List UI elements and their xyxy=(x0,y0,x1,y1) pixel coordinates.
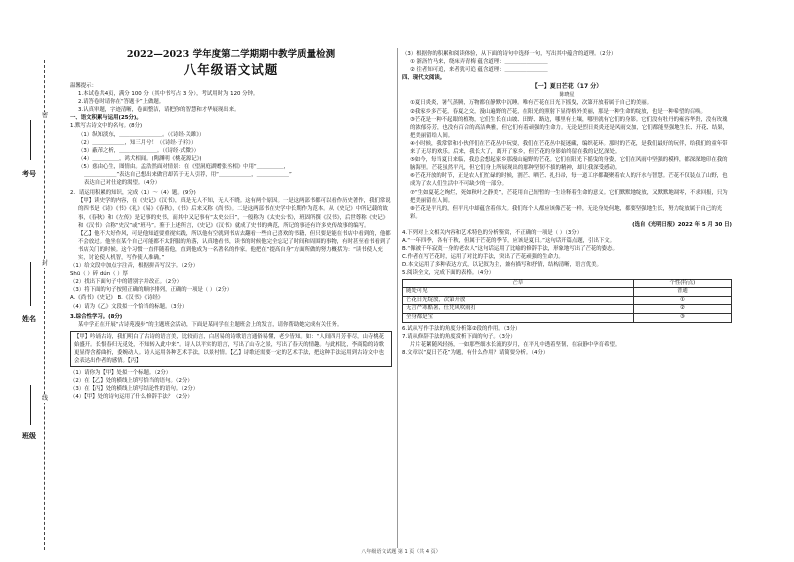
q2-item: （3）将下面的句子按照正确的顺序排列，正确的一项是（ ）（2分） xyxy=(70,287,233,294)
note-line: 1.本试卷共4页，满分 100 分（其中书写占 3 分），考试用时为 120 分钟。 xyxy=(78,91,259,98)
q3-box xyxy=(70,331,392,367)
seal-mark-xian: 线 xyxy=(41,395,48,402)
q3-item: （4）【甲】处的诗句运用了什么修辞手法？（2分） xyxy=(70,394,193,401)
carry-question: （3）根据你的积累和阅读体验，从下面的诗句中选择一句，写出其中蕴含的道理。（2分） xyxy=(402,51,617,57)
table-answer-cell[interactable]: ③ xyxy=(633,313,731,322)
student-name-label: 姓名 xyxy=(22,315,36,323)
exam-number-label: 考号 xyxy=(22,170,36,178)
table-cell: 随处可见 xyxy=(403,288,634,297)
exam-number-blank[interactable] xyxy=(30,120,31,160)
carry-option: ② 往者知可追，来者犹可追 蕴含道理：＿＿＿＿＿＿＿＿ xyxy=(410,67,548,74)
q2-item: （4）请为《乙》文段拟一个恰当的标题。（3分） xyxy=(70,303,188,310)
question-5: 5.阅读全文，完成下面的表格。（4分） xyxy=(402,270,495,277)
q1-line: （4）＿＿＿＿＿，鸿犬相闻。(陶渊明《桃花源记》) xyxy=(78,155,202,162)
table-header-cell: 个性(特点) xyxy=(633,279,731,288)
passage-paragraph: ⑧芒花是平凡的，但平凡中却蕴含着伟大。我们每个人都应该像芒花一样，无论身处何地，都要坚强地生长，努力绽放属于自己的光彩。 xyxy=(410,205,723,220)
q1-line: （2）＿＿＿＿＿＿，知三月兮！（《诗经·子衿》） xyxy=(78,139,197,146)
q2-item: （2）找出下面句子中的错别字并改正。（2分） xyxy=(70,279,182,286)
table-cell: 无言严寒酷暑，任凭风吹雨打 xyxy=(403,305,634,314)
q1-line: （5）慈由心生，图情由。孟浩然面对情景：在《望洞庭湖赠张丞相》中用“＿＿＿＿＿， xyxy=(78,163,290,170)
q1-line: ＿＿＿＿＿＿”表达自己想出来做官却苦于无人引荐，用“＿＿＿＿＿＿，＿＿＿＿＿＿” xyxy=(84,172,292,179)
passage-paragraph: ①夏日炎炎，暑气蒸腾，万物都在静默中沉睡。唯有芒花在日光下摇曳，次第开放着属于自己的美丽。 xyxy=(410,100,653,107)
q2-item: （1）给文段中加点字注音，根据拼音写汉字。（2分） xyxy=(70,263,199,270)
carry-option: ① 浙沥竹马来，绕床弄青梅 蕴含道理：＿＿＿＿＿＿＿＿ xyxy=(410,59,548,66)
question-2: 2．请运用积累的知识，完成（1）～（4）题。(9分) xyxy=(70,190,196,197)
table-header-row xyxy=(403,279,732,288)
passage-paragraph: ⑥芒花开放的时节，正是农人们忙碌的时候，割芒、晒芒、扎扫帚，每一道工序都凝聚着农人的汗水与智慧。芒花不仅装点了山野，也成为了农人们生活中不可缺少的一部分。 xyxy=(410,173,728,188)
note-line: 3.认真审题，字迹清晰，卷面整洁，请把你的智慧和才华展现出来。 xyxy=(78,107,240,114)
passage-paragraph: ②我家乡多芒花，春夏之交，漫山遍野的芒花，在阳光的照射下显得格外美丽，那是一种生命的绽放，也是一种希望的召唤。 xyxy=(410,108,706,115)
q3-item: （1）请你为【甲】处拟一个标题。（2分） xyxy=(70,370,172,377)
q3-box-text: 【甲】吟诵古诗，我们明白了古诗的语言美，比较而言，白居易的诗歌语言通俗易懂，老少皆知。如：“人间四月芳菲尽，山寺桃花始盛开。长恨春归无觅处，不知转入此中来”。诗人以平实的语言，写出了山寺之景，写出了春天的情趣。与此相比，李商隐的诗歌更显得含蓄曲折，委婉动人。诗人运用各种艺术手法，以景衬情。【乙】诗歌还需要一定的艺术手法，把这种手法运用到古诗文中也会表达出作者的感情。【丙】 xyxy=(74,333,385,365)
reading-title: 【一】夏日芒花（17 分） xyxy=(531,83,603,91)
reading-author: 陈晓星 xyxy=(559,92,575,99)
table-cell: 全身都是宝 xyxy=(403,313,634,322)
note-line: 2.请答卷时请你在“答题卡”上做题。 xyxy=(78,99,165,106)
question-8: 8.文章以“夏日芒花”为题，有什么作用？请简要分析。（4分） xyxy=(402,349,549,356)
q1-line: 表达自己对仕途的渴望。（4分） xyxy=(84,180,161,187)
answer-table xyxy=(402,279,732,323)
table-answer-cell[interactable]: ① xyxy=(633,296,731,305)
passage-paragraph: ④小时候，我常常和小伙伴们在芒花丛中玩耍，我们在芒花丛中捉迷藏，编织花环。那时的芒花，是我们最好的玩伴，给我们的童年带来了无尽的欢乐。后来，我长大了，离开了家乡，但芒花的身影始终留在我的记忆深处。 xyxy=(410,140,728,156)
q7-sentence: 片片花絮随风轻扬，一如那些细水长流的岁月，在平凡中透着坚韧，在寂静中孕育希望。 xyxy=(410,341,621,348)
q3-intro: 某中学正在开展“古诗苑漫步”的主题班会活动，下面是某同学在主题班会上的发言，请你帮助她完成有关任务。 xyxy=(78,321,343,328)
exam-subtitle: 八年级语文试题 xyxy=(183,62,279,77)
exam-title: 2022—2023 学年度第二学期期中教学质量检测 xyxy=(126,49,336,60)
q4-option: D.本文运用了多种表达方式，以记叙为主，兼有描写和抒情，结构清晰，语言优美。 xyxy=(402,262,602,269)
page-footer: 八年级语文试题 第 1 页（共 4 页） xyxy=(361,549,441,555)
q3-item: （2）在【乙】处的横线上填写恰当的语句。（2分） xyxy=(70,378,193,385)
q2-item: A.《尚书》《史记》 B.《汉书》《诗经》 xyxy=(70,295,164,302)
seal-mark-mi: 密 xyxy=(41,112,48,119)
q2-passage-b: 【乙】他不大好作风，可是他知道要重视实践，所以他有空就到书店去翻看一些自己喜欢的书籍，但只要是能在书店中看到的，他都不会放过。他坐在某个自己可能都不太舒服的角落，认真地看书，读书的时候他完全忘记了时间和周围的事物，有时甚至看书看到了书店关门的时候。这个习惯一直伴随着他，直到他成为一名著名的作家。他把在“提高自身”方面所做的努力概括为：“读书使人充实，讨论使人机智，写作使人准确。” xyxy=(78,230,391,261)
q4-option: B.“像被千年寂寞一身的老农人”这句话运用了比喻的修辞手法，形象地写出了芒花的姿态。 xyxy=(402,246,618,253)
q4-option: A.“一年四季，各有千秋，但属于芒花的季节，应该是夏日。”这句话开篇点题，引出下文。 xyxy=(402,238,616,245)
table-header-cell: 芒草 xyxy=(403,279,634,288)
passage-paragraph: ⑦“生如夏花之绚烂，死如秋叶之静美”，芒花用自己短暂的一生诠释着生命的意义。它们默默地绽放，又默默地凋零，不求回报，只为把美丽留在人间。 xyxy=(410,189,728,204)
q1-line: （3）蔽芾之析，＿＿＿＿＿＿＿。（《诗经·式微》） xyxy=(78,147,200,154)
q2-item: Shū（ ）碎 dún（ ）厚 xyxy=(70,271,128,278)
notes-heading: 温馨提示： xyxy=(70,83,97,89)
class-label: 班级 xyxy=(22,432,36,440)
left-column xyxy=(70,48,392,402)
seal-mark-feng: 封 xyxy=(41,260,48,267)
seal-line xyxy=(44,60,45,550)
passage-paragraph: ③芒花是一种不起眼的植物，它们生长在山坡、田野、路边，哪里有土壤，哪里就有它们的身影。它们没有牡丹的雍容华贵，没有玫瑰的浓郁芬芳，也没有百合的高洁典雅，但它们有着顽强的生命力。无论是烈日炎炎还是风雨交加，它们都能坚强地生长、开花、结果，把美丽留给人间。 xyxy=(410,116,729,139)
right-column xyxy=(402,50,732,357)
table-cell: 芒花日光绽放，次第开放 xyxy=(403,296,634,305)
q1-line: （1）纵知淡东，＿＿＿＿＿＿＿＿。（《诗经·关雎》） xyxy=(78,131,205,138)
q2-passage-a: 【甲】读史学的内容，在《史记》《汉书》，真是无人不知，无人不晓。这有两个原因。一是这两部书都可以看作历史著作，我们常说的四书是《诗》《书》《礼》《易》《春秋》，《书》后来又称《尚书》。二是这两部书在史学中长期作为范本。从《史记》中所记载的故事，《春秋》和《左传》是记事的史书，而其中又记事有“太史公曰”，一般称为《太史公书》，班固所撰《汉书》，后世尊称《史记》和《汉书》合称“史汉”或“班马”。鉴于上述所言，《史记》《汉书》就成了史书的典范，所记的事还有许多史传故事的编写。 xyxy=(78,198,391,229)
question-1: 1.默写古诗文中的名句。(8分) xyxy=(70,123,143,130)
table-row xyxy=(403,296,732,305)
table-answer-cell[interactable]: ② xyxy=(633,305,731,314)
table-row xyxy=(403,288,732,297)
question-6: 6.试从写作手法的角度分析第②段的作用。（3分） xyxy=(402,325,521,332)
binding-margin xyxy=(0,0,66,562)
q3-item: （3）在【丙】处的横线上填写结论性的语句。（2分） xyxy=(70,386,199,393)
table-row xyxy=(403,305,732,314)
passage-source: (选自《光明日报》2022 年 5 月 30 日) xyxy=(632,221,732,228)
part-heading: 一、语文积累与运用(25分)。 xyxy=(70,115,142,122)
student-name-blank[interactable] xyxy=(30,262,31,306)
class-blank[interactable] xyxy=(30,385,31,425)
column-divider xyxy=(397,48,398,548)
part-heading: 四、现代文阅读。 xyxy=(402,75,446,82)
q4-option: C.作者在写芒花时，运用了对比的手法，突出了芒花顽强的生命力。 xyxy=(402,254,564,261)
question-7: 7.请从修辞手法的角度赏析下面的句子。（3分） xyxy=(402,333,516,340)
table-cell: 普通 xyxy=(633,288,731,297)
passage-paragraph: ⑤如今，每当夏日来临，我总会想起家乡那漫山遍野的芒花。它们在阳光下摇曳的身姿，它们在风雨中坚强的模样，都深深地印在我的脑海里。芒花虽然平凡，但它们身上所展现出的那种坚韧不拔的精神，却让我深受感动。 xyxy=(410,157,728,172)
question-3: 3.综合性学习。(8分) xyxy=(70,313,123,320)
table-row xyxy=(403,313,732,322)
question-4: 4.下列对上文相关内容和艺术特色的分析鉴赏，不正确的一项是（ ）（3分） xyxy=(402,229,583,236)
